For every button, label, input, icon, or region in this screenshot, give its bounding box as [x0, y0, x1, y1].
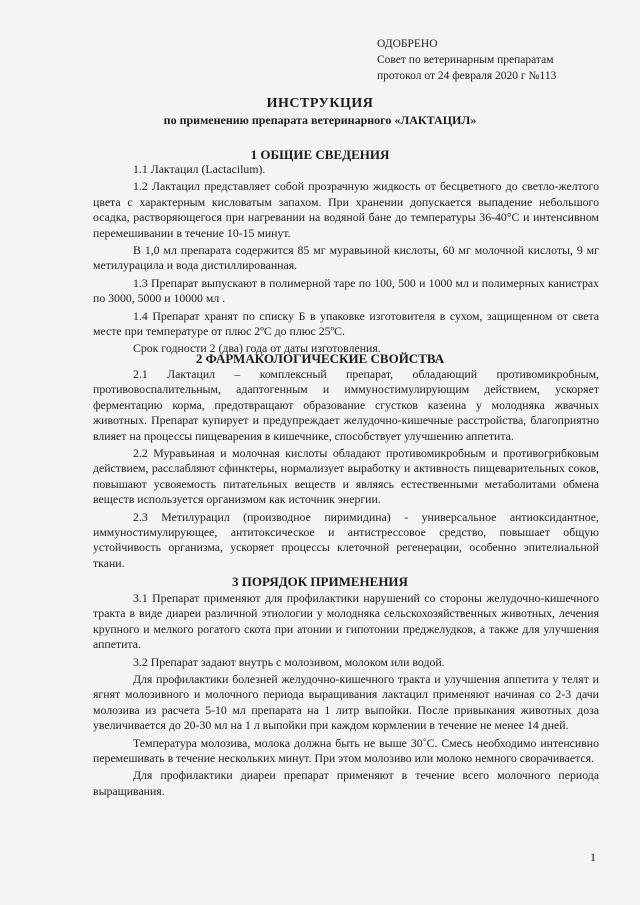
paragraph: 2.1 Лактацил – комплексный препарат, обладающий противомикробным, противовоспалительным, адаптогенным и иммуностимулирующим действием, ускоряет ферментацию корма, предотвращают образование сгустков казеина у молодняка жвачных животных. Препарат купирует и предупреждает желудочно-кишечные расстройства, благоприятно влияет на процессы пищеварения в кишечнике, способствует улучшению аппетита. — [93, 367, 599, 443]
section-body-general — [93, 162, 599, 359]
document-subtitle: по применению препарата ветеринарного «ЛАКТАЦИЛ» — [163, 113, 477, 127]
paragraph: Для профилактики диареи препарат применяют в течение всего молочного периода выращивания. — [93, 768, 599, 798]
approval-stamp — [377, 36, 556, 84]
paragraph: 2.2 Муравьиная и молочная кислоты обладают противомикробным и противогрибковым действием, расслабляют сфинктеры, нормализует выработку и активность пищеварительных соков, повышают усвояемость питательных веществ и являясь естественными метаболитами обмена веществ используется организмом как источник энергии. — [93, 446, 599, 507]
paragraph: 1.3 Препарат выпускают в полимерной таре по 100, 500 и 1000 мл и полимерных канистрах по 3000, 5000 и 10000 мл . — [93, 275, 599, 306]
section-heading-usage: 3 ПОРЯДОК ПРИМЕНЕНИЯ — [232, 574, 408, 589]
section-heading-pharmacology: 2 ФАРМАКОЛОГИЧЕСКИЕ СВОЙСТВА — [195, 351, 445, 366]
paragraph: 3.2 Препарат задают внутрь с молозивом, молоком или водой. — [133, 654, 445, 669]
paragraph: Срок годности 2 (два) года от даты изготовления. — [133, 341, 381, 356]
paragraph: 1.1 Лактацил (Lactacilum). — [133, 162, 266, 176]
paragraph: Для профилактики болезней желудочно-кишечного тракта и улучшения аппетита у телят и ягнят молозивного и молочного периода выращивания лактацил применяют начиная со 2-3 дачи молозива из расчета 5-10 мл препарата на 1 литр выпойки. После привыкания животных доза увеличивается до 20-30 мл на 1 л выпойки при каждом кормлении в течение не менее 14 дней. — [93, 672, 599, 733]
paragraph: 1.2 Лактацил представляет собой прозрачную жидкость от бесцветного до светло-желтого цвета с характерным кисловатым запахом. При хранении допускается выпадение небольшого осадка, растворяющегося при нагревании на водяной бане до температуры 36-40°С и интенсивном перемешивании в течение 10-15 минут. — [93, 179, 599, 240]
paragraph: 3.1 Препарат применяют для профилактики нарушений со стороны желудочно-кишечного тракта в виде диареи различной этиологии у молодняка сельскохозяйственных животных, лечения крупного и мелкого рогатого скота при атонии и гипотонии преджелудков, а также для улучшения аппетита. — [93, 591, 599, 652]
document-title: ИНСТРУКЦИЯ — [266, 96, 374, 111]
paragraph: В 1,0 мл препарата содержится 85 мг муравьиной кислоты, 60 мг молочной кислоты, 9 мг метилурацила и вода дистиллированная. — [93, 243, 599, 273]
section-body-usage — [93, 591, 599, 801]
page-number: 1 — [590, 850, 596, 864]
section-body-pharmacology — [93, 367, 599, 573]
paragraph: 1.4 Препарат хранят по списку Б в упаковке изготовителя в сухом, защищенном от света месте при температуре от плюс 2ºС до плюс 25ºС. — [93, 308, 599, 339]
approval-line: протокол от 24 февраля 2020 г №113 — [377, 70, 557, 82]
approval-line: Совет по ветеринарным препаратам — [377, 54, 554, 66]
paragraph: Температура молозива, молока должна быть не выше 30˚С. Смесь необходимо интенсивно перемешивать в течение нескольких минут. При этом молозиво или молоко немного сворачивается. — [93, 735, 599, 766]
paragraph: 2.3 Метилурацил (производное пиримидина) - универсальное антиоксидантное, иммуностимулирующее, антитоксическое и антистрессовое средство, повышает общую устойчивость организма, ускоряет процессы клеточной регенерации, особенно эпителиальной ткани. — [93, 509, 599, 570]
approval-line: ОДОБРЕНО — [377, 38, 438, 50]
section-heading-general: 1 ОБЩИЕ СВЕДЕНИЯ — [250, 147, 390, 162]
